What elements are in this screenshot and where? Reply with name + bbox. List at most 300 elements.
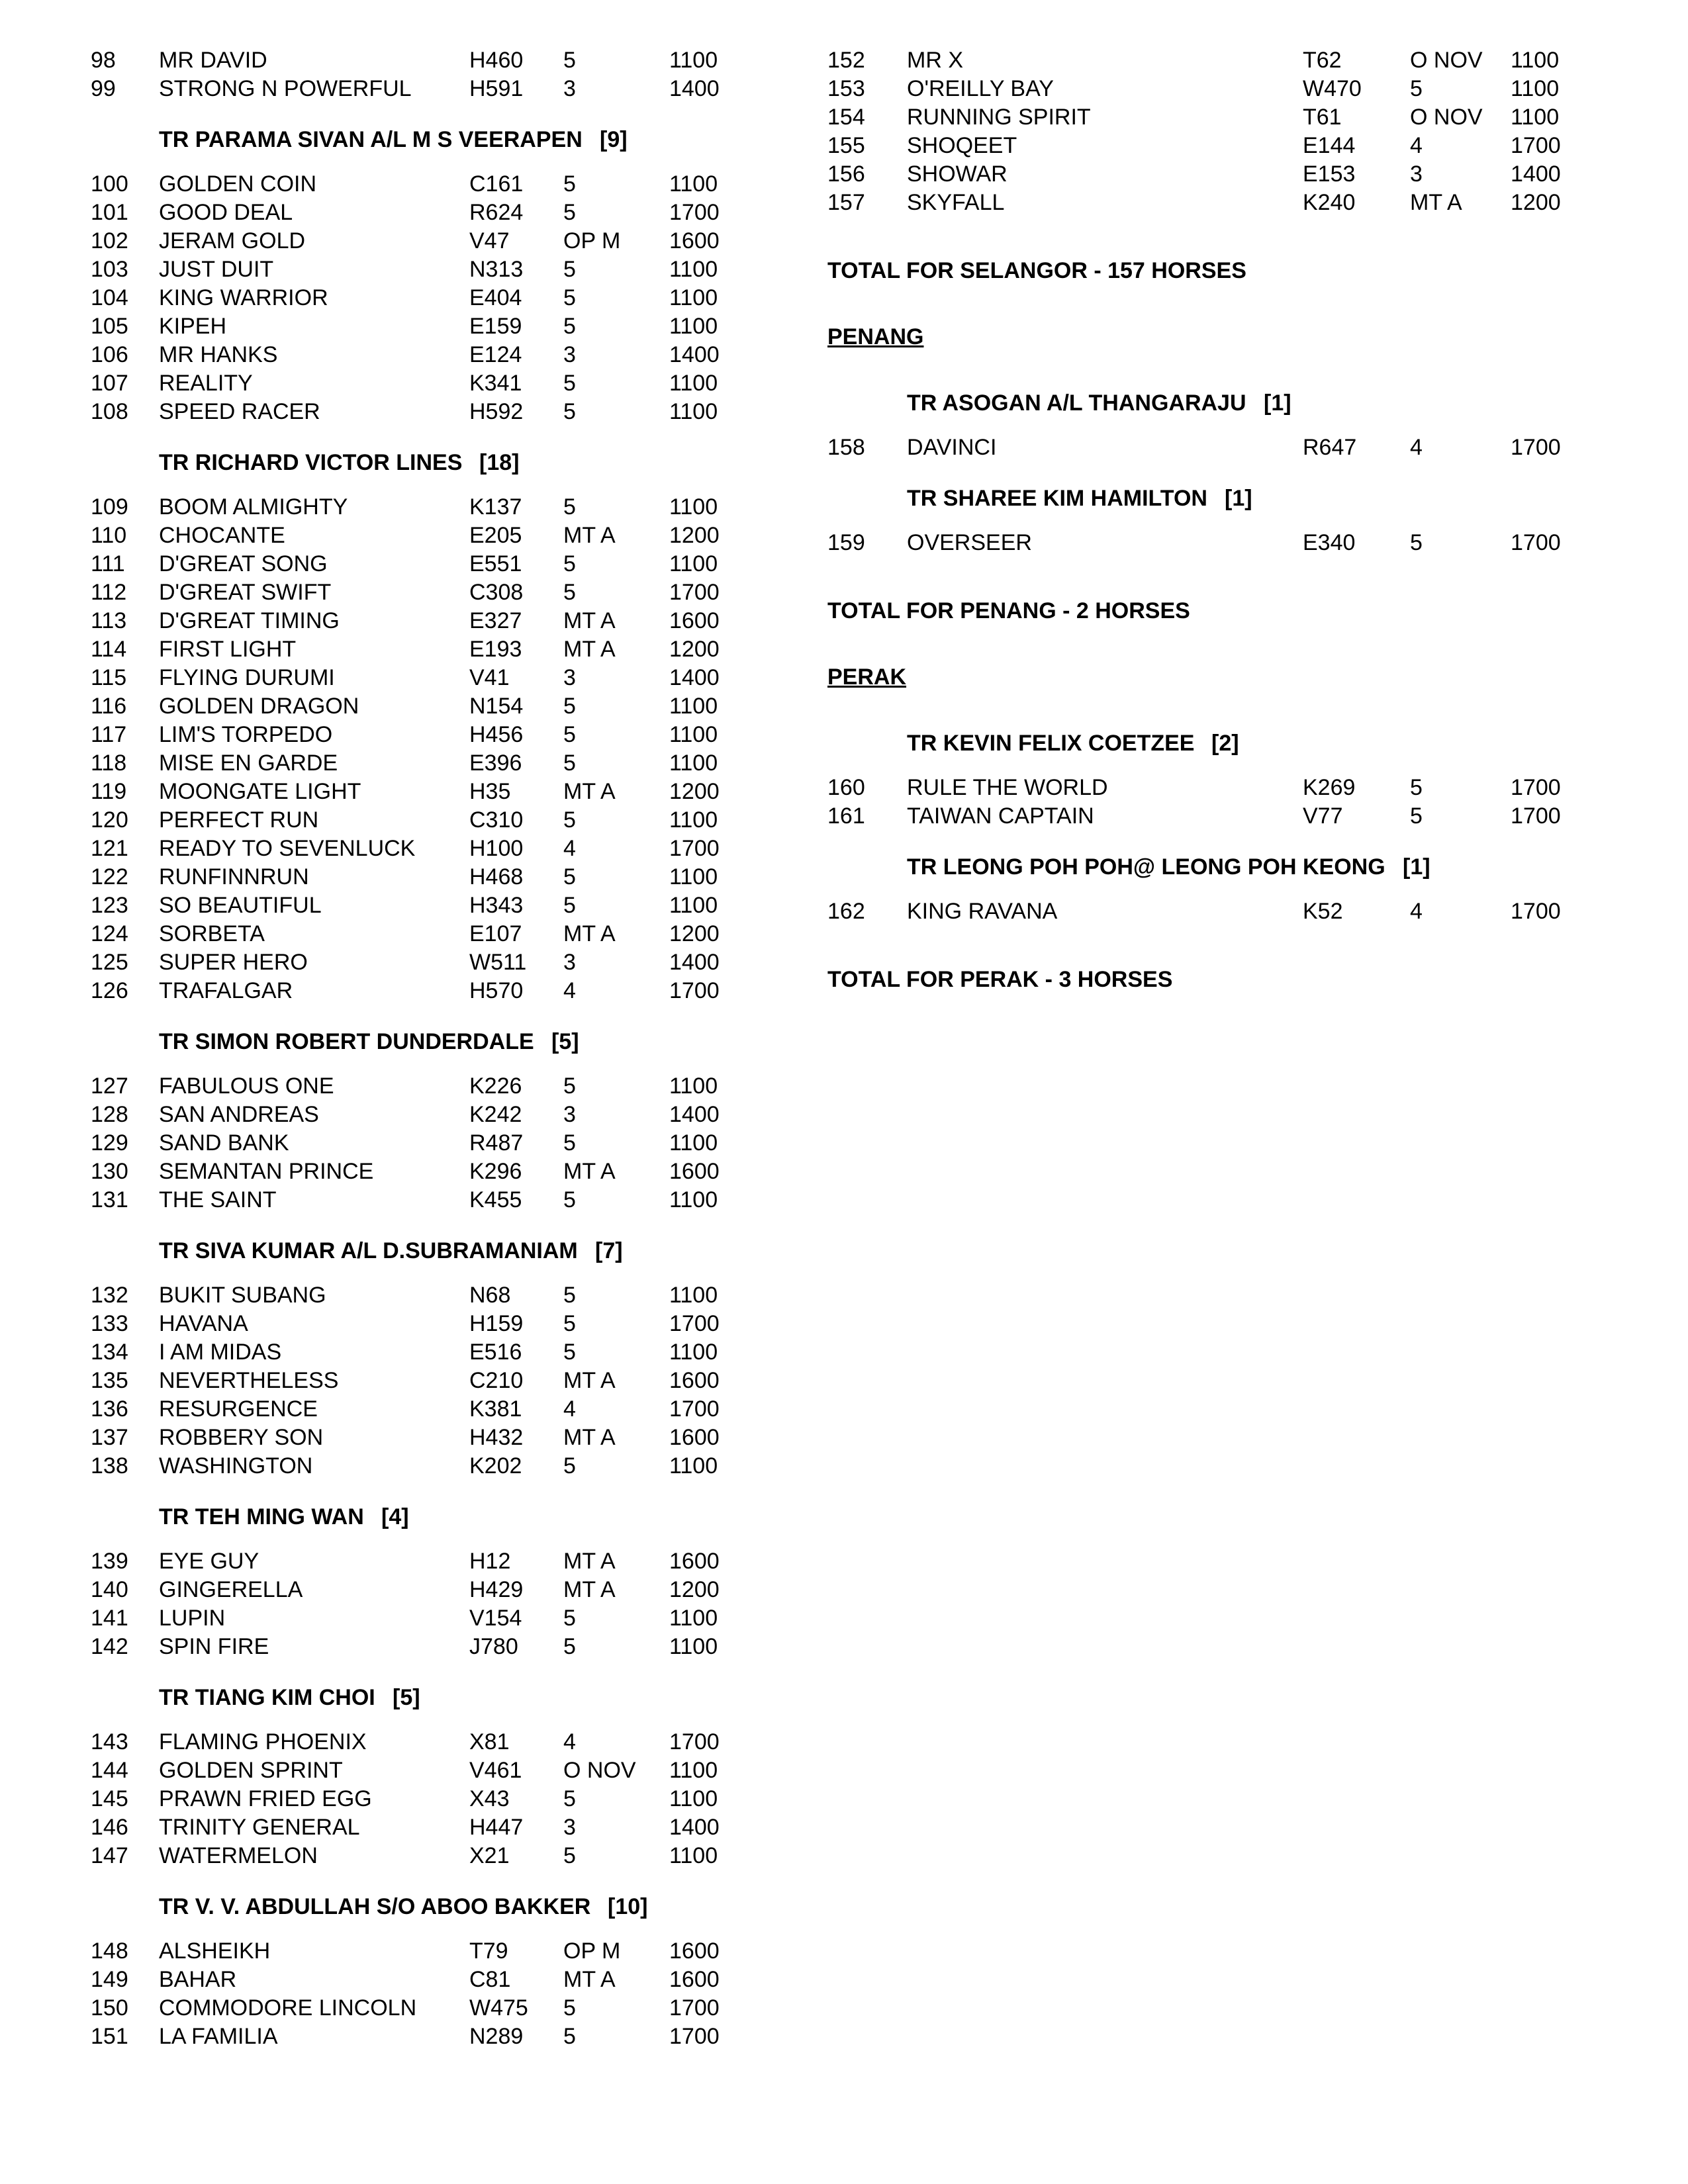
horse-name: GOLDEN SPRINT [159, 1758, 343, 1783]
race-class: MT A [563, 1967, 616, 1992]
horse-code: H35 [469, 779, 511, 804]
horse-code: K240 [1303, 190, 1356, 215]
entry-number: 104 [91, 285, 128, 310]
entry-number: 119 [91, 779, 127, 804]
trainer-name: TR LEONG POH POH@ LEONG POH KEONG [907, 854, 1385, 880]
entry-row [91, 199, 753, 227]
race-class: MT A [563, 523, 616, 548]
horse-code: K242 [469, 1102, 522, 1127]
horse-name: D'GREAT SWIFT [159, 580, 332, 605]
horse-code: E340 [1303, 530, 1356, 555]
race-class: 4 [1410, 435, 1423, 460]
horse-name: FABULOUS ONE [159, 1073, 334, 1099]
horse-code: H100 [469, 836, 524, 861]
horse-code: X81 [469, 1729, 510, 1754]
race-class: 5 [563, 751, 576, 776]
trainer-horse-count: [1] [1225, 486, 1252, 511]
entry-row [91, 75, 753, 103]
horse-name: MR HANKS [159, 342, 278, 367]
race-distance: 1100 [669, 1786, 718, 1811]
entry-row [827, 529, 1622, 557]
race-class: 3 [563, 1815, 576, 1840]
entry-row [91, 948, 753, 977]
entry-number: 144 [91, 1758, 128, 1783]
race-distance: 1400 [1511, 161, 1561, 187]
race-class: 5 [563, 171, 576, 197]
entry-row [827, 132, 1622, 160]
entry-number: 99 [91, 76, 116, 101]
entry-row [91, 522, 753, 550]
entry-number: 130 [91, 1159, 128, 1184]
trainer-name: TR SIMON ROBERT DUNDERDALE [159, 1029, 534, 1054]
horse-code: H460 [469, 48, 524, 73]
entry-row [827, 46, 1622, 75]
entry-row [91, 721, 753, 749]
entry-row [91, 369, 753, 398]
horse-code: X21 [469, 1843, 510, 1868]
horse-name: DAVINCI [907, 435, 997, 460]
horse-code: E153 [1303, 161, 1356, 187]
trainer-horse-count: [1] [1403, 854, 1430, 880]
entry-row [91, 170, 753, 199]
horse-code: E396 [469, 751, 522, 776]
state-total: TOTAL FOR PENANG - 2 HORSES [827, 598, 1190, 623]
state-heading: PENANG [827, 324, 924, 349]
race-distance: 1700 [1511, 530, 1561, 555]
horse-code: V47 [469, 228, 510, 253]
horse-code: E193 [469, 637, 522, 662]
race-distance: 1400 [669, 76, 720, 101]
entry-number: 138 [91, 1453, 128, 1479]
entry-number: 114 [91, 637, 127, 662]
entry-row [91, 1281, 753, 1310]
horse-code: W511 [469, 950, 527, 975]
horse-code: E107 [469, 921, 522, 946]
race-distance: 1100 [669, 722, 718, 747]
race-distance: 1700 [669, 1311, 720, 1336]
race-distance: 1700 [669, 836, 720, 861]
race-class: OP M [563, 228, 621, 253]
entry-number: 123 [91, 893, 128, 918]
entry-number: 110 [91, 523, 127, 548]
race-class: 4 [563, 1729, 576, 1754]
entry-number: 109 [91, 494, 128, 520]
horse-name: MISE EN GARDE [159, 751, 338, 776]
horse-name: BOOM ALMIGHTY [159, 494, 348, 520]
horse-code: T61 [1303, 105, 1342, 130]
race-distance: 1400 [669, 1102, 720, 1127]
trainer-heading [91, 1028, 753, 1056]
entry-number: 115 [91, 665, 127, 690]
horse-code: E551 [469, 551, 522, 576]
entry-number: 149 [91, 1967, 128, 1992]
entry-row [91, 891, 753, 920]
entry-number: 98 [91, 48, 116, 73]
horse-code: R647 [1303, 435, 1357, 460]
entry-row [91, 1813, 753, 1842]
entry-number: 126 [91, 978, 128, 1003]
race-distance: 1700 [669, 1396, 720, 1422]
entry-row [91, 607, 753, 635]
horse-code: K226 [469, 1073, 522, 1099]
entry-row [827, 160, 1622, 189]
entry-number: 133 [91, 1311, 128, 1336]
horse-code: K202 [469, 1453, 522, 1479]
race-distance: 1100 [669, 864, 718, 889]
entry-row [91, 1072, 753, 1101]
right-column [827, 46, 1622, 994]
entry-row [91, 284, 753, 312]
entry-row [91, 1633, 753, 1661]
race-class: 5 [563, 48, 576, 73]
race-class: 5 [1410, 775, 1423, 800]
horse-name: TAIWAN CAPTAIN [907, 803, 1094, 829]
trainer-heading [91, 1893, 753, 1921]
horse-name: SO BEAUTIFUL [159, 893, 322, 918]
horse-name: FLAMING PHOENIX [159, 1729, 367, 1754]
entry-row [91, 835, 753, 863]
race-distance: 1100 [1511, 105, 1560, 130]
horse-name: PRAWN FRIED EGG [159, 1786, 372, 1811]
trainer-heading [827, 729, 1622, 758]
trainer-heading [827, 389, 1622, 418]
horse-code: X43 [469, 1786, 510, 1811]
entry-row [91, 46, 753, 75]
race-class: O NOV [1410, 48, 1483, 73]
horse-name: HAVANA [159, 1311, 248, 1336]
race-distance: 1100 [669, 48, 718, 73]
entry-number: 161 [827, 803, 865, 829]
entry-number: 129 [91, 1130, 128, 1156]
horse-name: SAND BANK [159, 1130, 289, 1156]
horse-code: H591 [469, 76, 524, 101]
race-class: OP M [563, 1938, 621, 1964]
race-distance: 1100 [669, 1758, 718, 1783]
horse-code: K455 [469, 1187, 522, 1212]
trainer-name: TR PARAMA SIVAN A/L M S VEERAPEN [159, 127, 583, 152]
trainer-name: TR ASOGAN A/L THANGARAJU [907, 390, 1246, 416]
entry-row [91, 1728, 753, 1756]
race-distance: 1100 [669, 371, 718, 396]
race-distance: 1600 [669, 1425, 720, 1450]
horse-code: K381 [469, 1396, 522, 1422]
race-distance: 1600 [669, 1159, 720, 1184]
race-class: 5 [563, 1606, 576, 1631]
entry-row [91, 778, 753, 806]
race-class: 5 [563, 314, 576, 339]
entry-row [91, 1424, 753, 1452]
race-distance: 1700 [1511, 435, 1561, 460]
horse-code: E205 [469, 523, 522, 548]
entry-number: 135 [91, 1368, 128, 1393]
race-distance: 1400 [669, 950, 720, 975]
horse-name: READY TO SEVENLUCK [159, 836, 416, 861]
horse-name: GOLDEN COIN [159, 171, 317, 197]
horse-name: SHOWAR [907, 161, 1008, 187]
entry-row [91, 2023, 753, 2051]
entry-number: 125 [91, 950, 128, 975]
trainer-heading [91, 1237, 753, 1265]
horse-name: RUNFINNRUN [159, 864, 309, 889]
trainer-heading [827, 484, 1622, 513]
race-class: 4 [1410, 899, 1423, 924]
horse-name: REALITY [159, 371, 253, 396]
horse-name: SHOQEET [907, 133, 1017, 158]
entry-number: 146 [91, 1815, 128, 1840]
trainer-horse-count: [1] [1264, 390, 1291, 416]
horse-name: SKYFALL [907, 190, 1005, 215]
race-distance: 1700 [669, 978, 720, 1003]
race-class: 4 [1410, 133, 1423, 158]
race-class: 5 [563, 722, 576, 747]
horse-name: FIRST LIGHT [159, 637, 297, 662]
horse-name: JERAM GOLD [159, 228, 306, 253]
entry-number: 142 [91, 1634, 128, 1659]
entry-number: 128 [91, 1102, 128, 1127]
race-distance: 1400 [669, 665, 720, 690]
horse-code: H570 [469, 978, 524, 1003]
horse-code: R487 [469, 1130, 524, 1156]
race-distance: 1100 [1511, 48, 1560, 73]
horse-code: K269 [1303, 775, 1356, 800]
race-distance: 1100 [669, 807, 718, 833]
trainer-name: TR V. V. ABDULLAH S/O ABOO BAKKER [159, 1894, 591, 1919]
horse-code: H447 [469, 1815, 524, 1840]
trainer-heading [827, 853, 1622, 882]
entry-row [91, 635, 753, 664]
horse-name: SPEED RACER [159, 399, 320, 424]
horse-name: TRAFALGAR [159, 978, 293, 1003]
left-column [91, 46, 753, 2051]
race-class: MT A [563, 779, 616, 804]
race-class: 5 [563, 2024, 576, 2049]
race-distance: 1100 [669, 1283, 718, 1308]
entry-row [91, 692, 753, 721]
horse-code: C310 [469, 807, 524, 833]
race-class: MT A [563, 608, 616, 633]
trainer-horse-count: [9] [600, 127, 628, 152]
entry-row [91, 977, 753, 1005]
entry-number: 121 [91, 836, 128, 861]
entry-number: 107 [91, 371, 128, 396]
horse-code: V77 [1303, 803, 1343, 829]
horse-name: BUKIT SUBANG [159, 1283, 326, 1308]
horse-name: COMMODORE LINCOLN [159, 1995, 417, 2021]
horse-name: CHOCANTE [159, 523, 285, 548]
entry-number: 134 [91, 1340, 128, 1365]
race-class: 5 [563, 551, 576, 576]
race-distance: 1700 [669, 1995, 720, 2021]
horse-name: SEMANTAN PRINCE [159, 1159, 374, 1184]
race-class: 5 [563, 1283, 576, 1308]
race-distance: 1600 [669, 1549, 720, 1574]
entry-number: 136 [91, 1396, 128, 1422]
horse-code: W475 [469, 1995, 528, 2021]
horse-name: TRINITY GENERAL [159, 1815, 360, 1840]
race-class: 5 [563, 694, 576, 719]
race-class: 3 [563, 665, 576, 690]
race-class: 5 [563, 1453, 576, 1479]
race-class: 5 [563, 285, 576, 310]
entry-row [827, 189, 1622, 217]
entry-row [91, 1937, 753, 1966]
race-class: O NOV [1410, 105, 1483, 130]
trainer-horse-count: [5] [393, 1685, 420, 1710]
race-distance: 1400 [669, 342, 720, 367]
trainer-name: TR SIVA KUMAR A/L D.SUBRAMANIAM [159, 1238, 578, 1263]
horse-name: OVERSEER [907, 530, 1032, 555]
horse-code: E124 [469, 342, 522, 367]
race-class: O NOV [563, 1758, 636, 1783]
horse-code: H432 [469, 1425, 524, 1450]
horse-code: V41 [469, 665, 510, 690]
race-class: 5 [563, 1187, 576, 1212]
trainer-heading [91, 1684, 753, 1712]
race-class: MT A [563, 637, 616, 662]
entry-row [91, 1452, 753, 1480]
horse-code: H456 [469, 722, 524, 747]
horse-code: H468 [469, 864, 524, 889]
entry-number: 102 [91, 228, 128, 253]
entry-row [91, 1395, 753, 1424]
race-class: 5 [563, 1995, 576, 2021]
race-distance: 1700 [1511, 803, 1561, 829]
race-class: MT A [563, 1577, 616, 1602]
horse-name: RESURGENCE [159, 1396, 318, 1422]
race-class: 3 [563, 1102, 576, 1127]
entry-row [91, 1576, 753, 1604]
trainer-heading [91, 126, 753, 154]
trainer-horse-count: [10] [608, 1894, 648, 1919]
entry-number: 122 [91, 864, 128, 889]
entry-row [91, 398, 753, 426]
trainer-horse-count: [18] [479, 450, 520, 475]
horse-code: N68 [469, 1283, 511, 1308]
entry-number: 118 [91, 751, 127, 776]
horse-name: PERFECT RUN [159, 807, 319, 833]
horse-name: MR X [907, 48, 963, 73]
race-distance: 1600 [669, 228, 720, 253]
entry-number: 159 [827, 530, 865, 555]
race-distance: 1100 [669, 314, 718, 339]
race-distance: 1100 [669, 751, 718, 776]
horse-name: BAHAR [159, 1967, 237, 1992]
entry-number: 127 [91, 1073, 128, 1099]
entry-number: 101 [91, 200, 128, 225]
horse-name: SORBETA [159, 921, 265, 946]
entry-number: 160 [827, 775, 865, 800]
race-class: 5 [1410, 530, 1423, 555]
race-class: 5 [563, 1130, 576, 1156]
horse-code: N289 [469, 2024, 524, 2049]
horse-code: T62 [1303, 48, 1342, 73]
entry-number: 131 [91, 1187, 128, 1212]
entry-number: 155 [827, 133, 865, 158]
entry-row [91, 1994, 753, 2023]
horse-name: I AM MIDAS [159, 1340, 282, 1365]
race-distance: 1200 [669, 637, 720, 662]
state-heading: PERAK [827, 664, 907, 690]
horse-code: R624 [469, 200, 524, 225]
race-class: 5 [563, 371, 576, 396]
entry-number: 137 [91, 1425, 128, 1450]
race-distance: 1100 [669, 1606, 718, 1631]
race-distance: 1100 [1511, 76, 1560, 101]
entry-number: 120 [91, 807, 128, 833]
horse-code: H429 [469, 1577, 524, 1602]
horse-name: D'GREAT SONG [159, 551, 328, 576]
entry-number: 100 [91, 171, 128, 197]
horse-code: E404 [469, 285, 522, 310]
race-distance: 1100 [669, 257, 718, 282]
race-distance: 1100 [669, 1634, 718, 1659]
entry-row [91, 1158, 753, 1186]
horse-name: MOONGATE LIGHT [159, 779, 361, 804]
horse-name: MR DAVID [159, 48, 267, 73]
entry-number: 141 [91, 1606, 128, 1631]
race-class: MT A [563, 1549, 616, 1574]
horse-code: K137 [469, 494, 522, 520]
horse-name: ALSHEIKH [159, 1938, 271, 1964]
entry-row [91, 550, 753, 578]
horse-name: NEVERTHELESS [159, 1368, 339, 1393]
race-class: 4 [563, 1396, 576, 1422]
entry-row [91, 1186, 753, 1214]
horse-code: H159 [469, 1311, 524, 1336]
race-distance: 1600 [669, 1967, 720, 1992]
race-class: 5 [1410, 76, 1423, 101]
race-distance: 1100 [669, 399, 718, 424]
horse-code: H12 [469, 1549, 511, 1574]
race-distance: 1100 [669, 1843, 718, 1868]
horse-name: GINGERELLA [159, 1577, 303, 1602]
horse-code: E159 [469, 314, 522, 339]
race-distance: 1100 [669, 1453, 718, 1479]
race-distance: 1100 [669, 171, 718, 197]
horse-name: WASHINGTON [159, 1453, 313, 1479]
horse-name: D'GREAT TIMING [159, 608, 340, 633]
race-distance: 1700 [669, 1729, 720, 1754]
trainer-name: TR RICHARD VICTOR LINES [159, 450, 463, 475]
trainer-name: TR KEVIN FELIX COETZEE [907, 731, 1195, 756]
trainer-horse-count: [2] [1211, 731, 1239, 756]
race-distance: 1100 [669, 285, 718, 310]
entry-number: 140 [91, 1577, 128, 1602]
entry-number: 139 [91, 1549, 128, 1574]
race-class: 3 [563, 950, 576, 975]
entry-row [91, 1310, 753, 1338]
race-class: 5 [563, 1786, 576, 1811]
race-distance: 1100 [669, 1130, 718, 1156]
trainer-horse-count: [7] [595, 1238, 623, 1263]
entry-row [91, 1842, 753, 1870]
entry-number: 106 [91, 342, 128, 367]
entry-row [91, 578, 753, 607]
entry-number: 117 [91, 722, 127, 747]
race-distance: 1100 [669, 494, 718, 520]
race-class: 5 [563, 200, 576, 225]
race-class: 5 [563, 257, 576, 282]
race-class: MT A [563, 1368, 616, 1393]
horse-code: E516 [469, 1340, 522, 1365]
entry-number: 154 [827, 105, 865, 130]
race-class: 5 [1410, 803, 1423, 829]
trainer-heading [91, 1503, 753, 1531]
entry-number: 151 [91, 2024, 128, 2049]
entry-number: 103 [91, 257, 128, 282]
race-distance: 1700 [669, 2024, 720, 2049]
entry-row [91, 341, 753, 369]
